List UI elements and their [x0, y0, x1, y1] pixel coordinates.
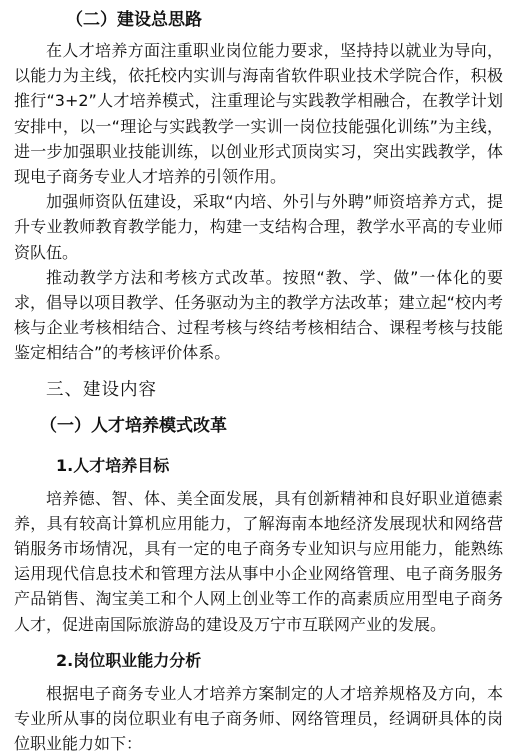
item-heading-job-ability-analysis: 2.岗位职业能力分析: [56, 650, 202, 670]
subsection-heading-model-reform: （一）人才培养模式改革: [40, 415, 227, 436]
main-heading-construction-content: 三、建设内容: [46, 379, 157, 400]
paragraph-training-goal: 培养德、智、体、美全面发展，具有创新精神和良好职业道德素养，具有较高计算机应用能力，了解海南本地经济发展现状和网络营销服务市场情况，具有一定的电子商务专业知识与应用能力，能熟练运用现代信息技术和管理方法从事中小企业网络管理、电子商务服务产品销售、淘宝美工和个人网上创业等工作的高素质应用型电子商务人才，促进南国际旅游岛的建设及万宁市互联网产业的发展。: [14, 488, 503, 634]
section-heading-overall-approach: （二）建设总思路: [66, 10, 202, 30]
item-heading-training-goal: 1.人才培养目标: [56, 455, 170, 475]
paragraph-talent-cultivation: 在人才培养方面注重职业岗位能力要求，坚持持以就业为导向，以能力为主线，依托校内实训与海南省软件职业技术学院合作，积极推行“3+2”人才培养模式，注重理论与实践教学相融合，在教学计划安排中，以一“理论与实践教学一实训一岗位技能强化训练”为主线，进一步加强职业技能训练，以创业形式顶岗实习，突出实践教学，体现电子商务专业人才培养的引领作用。: [14, 41, 503, 187]
paragraph-faculty-building: 加强师资队伍建设，采取“内培、外引与外聘”师资培养方式，提升专业教师教育教学能力，构建一支结构合理，教学水平高的专业师资队伍。: [14, 192, 503, 262]
paragraph-teaching-reform: 推动教学方法和考核方式改革。按照“教、学、做”一体化的要求，倡导以项目教学、任务驱动为主的教学方法改革；建立起“校内考核与企业考核相结合、过程考核与终结考核相结合、课程考核与技能鉴定相结合”的考核评价体系。: [14, 267, 503, 363]
paragraph-job-ability-analysis: 根据电子商务专业人才培养方案制定的人才培养规格及方向，本专业所从事的岗位职业有电子商务师、网络管理员，经调研具体的岗位职业能力如下：: [14, 683, 503, 754]
